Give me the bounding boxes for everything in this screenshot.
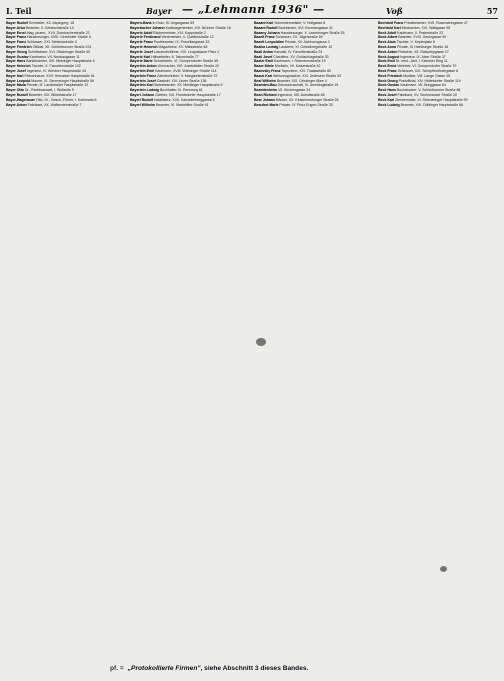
entry-name: Beck Albert <box>378 35 398 40</box>
directory-entry <box>378 103 496 108</box>
entry-details: Tapezierer, XVI. Thaliastraße 80 <box>281 68 332 73</box>
entry-name: Beck Adolf <box>378 30 397 35</box>
page-footer <box>110 664 410 674</box>
entry-name: Bayer Josef <box>6 68 26 73</box>
entry-name: Bayerl Wilhelm <box>130 102 156 107</box>
entry-name: Bazil Anton <box>254 49 274 54</box>
entry-details: Schlosser, XXI. Schöpfleuthnergasse 8 <box>397 68 458 73</box>
entry-name: Bayer Hans <box>6 59 26 64</box>
entry-details: Genossenschaft, VI. Amerlingstraße 19 <box>277 83 339 88</box>
entry-name: Beaufort Marie <box>254 102 279 107</box>
entry-details: Mechaniker, XVI. Wattgasse 55 <box>401 25 451 30</box>
entry-details: Bäcker, XX. Klosterneuburger Straße 26 <box>276 97 339 102</box>
entry-name: Bayerle Heinrich <box>130 44 158 49</box>
entry-name: Bayer Heinrich <box>6 64 31 69</box>
entry-name: Beck Josef <box>378 92 397 97</box>
entry-details: Tischler, X. Keplerplatz 6 <box>396 40 435 45</box>
entry-name: Bayerle Ferdinand <box>130 35 161 40</box>
last-entry-name: Voß <box>386 6 403 16</box>
entry-details: Beamter, XIX. Döblinger Hauptstraße 66 <box>400 102 463 107</box>
page-header <box>6 5 498 17</box>
directory-entry <box>130 103 248 108</box>
entry-name: Bayer Maria <box>6 83 26 88</box>
entry-details: Schneiderin, VI. Gumpendorfer Straße 55 <box>153 59 219 64</box>
entry-details: VII. Kirchengasse 24 <box>277 88 311 93</box>
entry-details: Modistin, VII. Kaiserstraße 42 <box>274 64 321 69</box>
entry-name: Bayer Anton <box>6 102 27 107</box>
entry-name: Bazil Josef <box>254 54 273 59</box>
entry-name: Bazika Ludwig <box>254 44 279 49</box>
entry-details: Maurer, XI. Simmeringer Hauptstraße 56 <box>31 78 95 83</box>
entry-details: Bahnbeamter, XII. Meidlinger Hauptstraße 9 <box>154 83 223 88</box>
entry-name: Bayer Rudolf <box>6 21 28 25</box>
entry-name: Bayer Otto <box>6 88 24 93</box>
entry-details: Kaufmann, VII. Burggasse 64 <box>400 83 446 88</box>
entry-details: Lackierer, XI. Geiselbergstraße 10 <box>279 44 333 49</box>
entry-name: Bayer Artur <box>6 25 26 30</box>
entry-name: Bayer Franz <box>6 35 27 40</box>
entry-name: Bazuk Karl <box>254 73 273 78</box>
entry-details: Ingenieur, IX. Alser Straße 37 <box>400 54 446 59</box>
entry-name: Bechtold Karl <box>378 25 401 30</box>
entry-name: Beck Karl <box>378 97 395 102</box>
entry-name: Beck Hans <box>378 88 396 93</box>
entry-details: Schlosser, XX. Jägerstraße 69 <box>275 35 323 40</box>
entry-details: Zimmermaler, XI. Simmeringer Hauptstraße 99 <box>395 97 468 102</box>
entry-name: Bayerle Josef <box>130 49 153 54</box>
entry-details: Schneider, XX. Aspingerg. 18 <box>28 21 75 25</box>
entry-name: Beck Anton <box>378 49 398 54</box>
entry-details: Privatbeamter, XVII. Rosensteingasse 47 <box>404 21 468 25</box>
entry-details: Schriftsetzer, XVI. Ottakringer Straße 40 <box>27 49 91 54</box>
entry-details: Dr., Rechtsanwalt, I. Wollzeile 9 <box>24 88 74 93</box>
entry-details: Lokomotivführer, XXI. Leopoldauer Platz 4 <box>153 49 219 54</box>
entry-name: Bazant Karl <box>254 21 274 25</box>
entry-name: Bazelt Franz <box>254 35 275 40</box>
entry-name: Bayer-Hagenauer <box>6 97 36 102</box>
entry-details: Beamter, VI. Mariahilfer Straße 91 <box>156 102 209 107</box>
entry-name: Bazor Marie <box>254 64 274 69</box>
entry-name: Beck Georg <box>378 78 398 83</box>
entry-name: Beck August <box>378 54 400 59</box>
directory-entry <box>254 103 372 108</box>
footer-text: , siehe Abschnitt 3 dieses Bandes. <box>200 665 309 672</box>
entry-name: Bayerbacher Johann <box>130 25 165 30</box>
entry-name: Bayer Ernst <box>6 30 26 35</box>
entry-details: Beamter, XVIII. Gentzgasse 90 <box>398 35 447 40</box>
entry-name: Bayer Gustav <box>6 54 29 59</box>
entry-name: Bazovsky Franz <box>254 68 281 73</box>
entry-name: Bayerle Adolf <box>130 30 153 35</box>
entry-details: Hausbesorger, XVIII. Gersthofer Straße 6 <box>26 35 91 40</box>
entry-name: Beal Wilhelm <box>254 78 276 83</box>
entry-details: Tischler, X. Favoritenstraße 102 <box>31 64 81 69</box>
entry-details: Dr. med., Arzt, I. Kärntner Ring 11 <box>395 59 448 64</box>
entry-name: Bayer Karl <box>6 73 24 78</box>
entry-details: Bankbeamter, XIII. Hietzinger Hauptstraße 6 <box>26 59 95 64</box>
entry-name: Bazant Rudolf <box>254 25 278 30</box>
entry-details: Musiker, VIII. Lange Gasse 35 <box>403 73 450 78</box>
entry-details: Ingenieur, XIII. Auhofstraße 88 <box>277 92 325 97</box>
entry-name: Beck Anna <box>378 44 396 49</box>
entry-details: Vertreter, VI. Gumpendorfer Straße 70 <box>397 64 457 69</box>
footer-highlight: „Protokollierte Firmen" <box>127 665 201 672</box>
header-rule <box>6 18 498 19</box>
entry-details: Mag. pharm., XVII. Dornbacherstraße 22 <box>26 30 90 35</box>
entry-name: Bayer Franz <box>6 40 27 45</box>
entry-details: Schlosser, XXI. Siebeckstraße 3 <box>26 40 77 45</box>
entry-name: Beck Emil <box>378 59 395 64</box>
entry-details: Chauffeur, XV. Goldschlagstraße 33 <box>273 54 329 59</box>
entry-name: Bayerlein Karl <box>130 83 154 88</box>
entry-name: Bayerlein Josef <box>130 78 156 83</box>
entry-details: Kaufmann, VII. Neubaugasse 11 <box>29 54 80 59</box>
entry-details: Beamter, II. Gebeschstraße 14 <box>26 25 74 30</box>
entry-details: Buchhalter, III. Rennweg 61 <box>159 88 203 93</box>
footer-lead: pf. = <box>110 665 124 672</box>
entry-details: Zahntechniker, V. Margaretenstraße 72 <box>156 73 218 78</box>
entry-name: Beck Friedrich <box>378 73 403 78</box>
entry-name: Bechtold Franz <box>378 21 404 25</box>
entry-name: Bayer Georg <box>6 49 28 54</box>
directory-column-3 <box>254 21 372 658</box>
entry-details: Private, III. Landstraßer Hauptstraße 12 <box>26 83 89 88</box>
entry-details: Werkzeugmacher, XXI. Jedleseer Straße 52 <box>273 73 342 78</box>
entry-name: Bayer Rudolf <box>6 92 28 97</box>
entry-details: Private, IV. Prinz-Eugen-Straße 30 <box>279 102 333 107</box>
entry-details: Postoffizial, XIV. Hütteldorfer Straße 119 <box>398 78 461 83</box>
entry-name: Bazelt Leopoldine <box>254 40 284 45</box>
entry-details: Otto, Dr., Gesch.-Führer, I. Kohlmarkt 8 <box>35 97 97 102</box>
entry-details: Kraftwagenlenker, XXI. Brünner Straße 15 <box>165 25 231 30</box>
entry-details: Beamter, XIX. Grinzinger Allee 4 <box>276 78 327 83</box>
entry-name: Beck Gustav <box>378 83 400 88</box>
entry-name: Bayerlein Anton <box>130 64 157 69</box>
entry-details: Buchdrucker, V. Schönbrunner Straße 88 <box>396 88 461 93</box>
entry-details: Fleischer, XII. Ratschkygasse 27 <box>398 49 449 54</box>
entry-name: Beck Franz <box>378 68 397 73</box>
entry-details: Private, XII. Aichhorngasse 3 <box>284 40 330 45</box>
ink-blot <box>256 338 266 346</box>
entry-details: Uhrmacher, VIII. Josefstädter Straße 20 <box>157 64 220 69</box>
entry-name: Beamten-Bau <box>254 83 277 88</box>
first-entry-name: Bayer <box>146 6 172 16</box>
entry-name: Bayerl Rudolf <box>130 97 153 102</box>
entry-name: Bayerle Karl <box>130 54 151 59</box>
entry-name: Bazler Emil <box>254 59 273 64</box>
entry-details: Gärtner, XXI. Floridsdorfer Hauptstraße 17 <box>155 92 221 97</box>
directory-columns <box>6 21 498 658</box>
page-title: — „Lehmann 1936" — <box>182 3 325 16</box>
entry-details: Werkmeister, X. Quellenstraße 12 <box>161 35 214 40</box>
entry-details: Kaufmann, II. Praterstraße 23 <box>397 30 443 35</box>
page-number: 57 <box>486 6 498 16</box>
entry-name: Beck Ludwig <box>378 102 400 107</box>
entry-name: Beck Ernst <box>378 64 397 69</box>
entry-name: Bayerlein Ludwig <box>130 88 159 93</box>
entry-details: Offizial, XII. Schönbrunner Straße 231 <box>32 44 92 49</box>
entry-details: Installateur, XVII. Kalvarienberggasse 6 <box>153 97 215 102</box>
entry-details: Kaufmann, XVIII. Währinger Straße 114 <box>155 68 217 73</box>
entry-details: Magazineur, XV. Märzstraße 48 <box>158 44 208 49</box>
entry-name: Bayerlein Emil <box>130 68 155 73</box>
entry-details: Fleischhauer, XVII. Hernalser Hauptstraße 81 <box>24 73 95 78</box>
entry-details: Fabrikant, XX. Wallensteinstraße 7 <box>27 102 82 107</box>
entry-details: Beamter, XIX. Billrothstraße 17 <box>28 92 77 97</box>
entry-name: Bayerlein Franz <box>130 73 157 78</box>
directory-column-2 <box>130 21 248 658</box>
entry-name: Bear Johann <box>254 97 276 102</box>
entry-name: Bayerle Franz <box>130 40 153 45</box>
entry-details: Gastwirt, XIV. Linzer Straße 138 <box>156 78 207 83</box>
entry-name: Bazany Johann <box>254 30 280 35</box>
directory-entry <box>6 103 124 108</box>
entry-name: Bayer Friedrich <box>6 44 32 49</box>
entry-details: Hilfsarbeiter, II. Taborstraße 77 <box>151 54 199 59</box>
entry-details: Kanzlist, IV. Favoritenstraße 24 <box>274 49 323 54</box>
part-label: I. Teil <box>6 6 32 16</box>
entry-name: Bayer Leopold <box>6 78 31 83</box>
entry-details: Buchbinder, XVI. Brunnengasse 41 <box>278 25 333 30</box>
entry-name: Bayerl Johann <box>130 92 155 97</box>
directory-column-4 <box>378 21 496 658</box>
entry-details: Private, III. Hainburger Straße 18 <box>396 44 448 49</box>
entry-details: Hausbesorger, X. Laxenburger Straße 25 <box>280 30 345 35</box>
entry-details: Schneidermeister, V. Hollgasse 8 <box>274 21 326 25</box>
entry-details: Fabrikant, XV. Sechshauser Straße 20 <box>397 92 457 97</box>
entry-name: Beamtenheim <box>254 88 278 93</box>
entry-name: Beck Alois <box>378 40 396 45</box>
entry-details: Postbeamter, IX. Porzellangasse 33 <box>153 40 210 45</box>
entry-details: in Graz, III. Ungargasse 59 <box>152 21 195 25</box>
entry-name: Bayern-Bank <box>130 21 152 25</box>
entry-details: Ingenieur, IV. Wiedner Hauptstraße 44 <box>26 68 86 73</box>
directory-column-1 <box>6 21 124 658</box>
ink-blot <box>440 566 447 572</box>
entry-name: Bayerle Marie <box>130 59 153 64</box>
entry-name: Bean Richard <box>254 92 277 97</box>
entry-details: Kaufmann, I. Rotenturmstraße 19 <box>273 59 326 64</box>
entry-details: Bäckermeister, XVI. Koppstraße 2 <box>153 30 206 35</box>
